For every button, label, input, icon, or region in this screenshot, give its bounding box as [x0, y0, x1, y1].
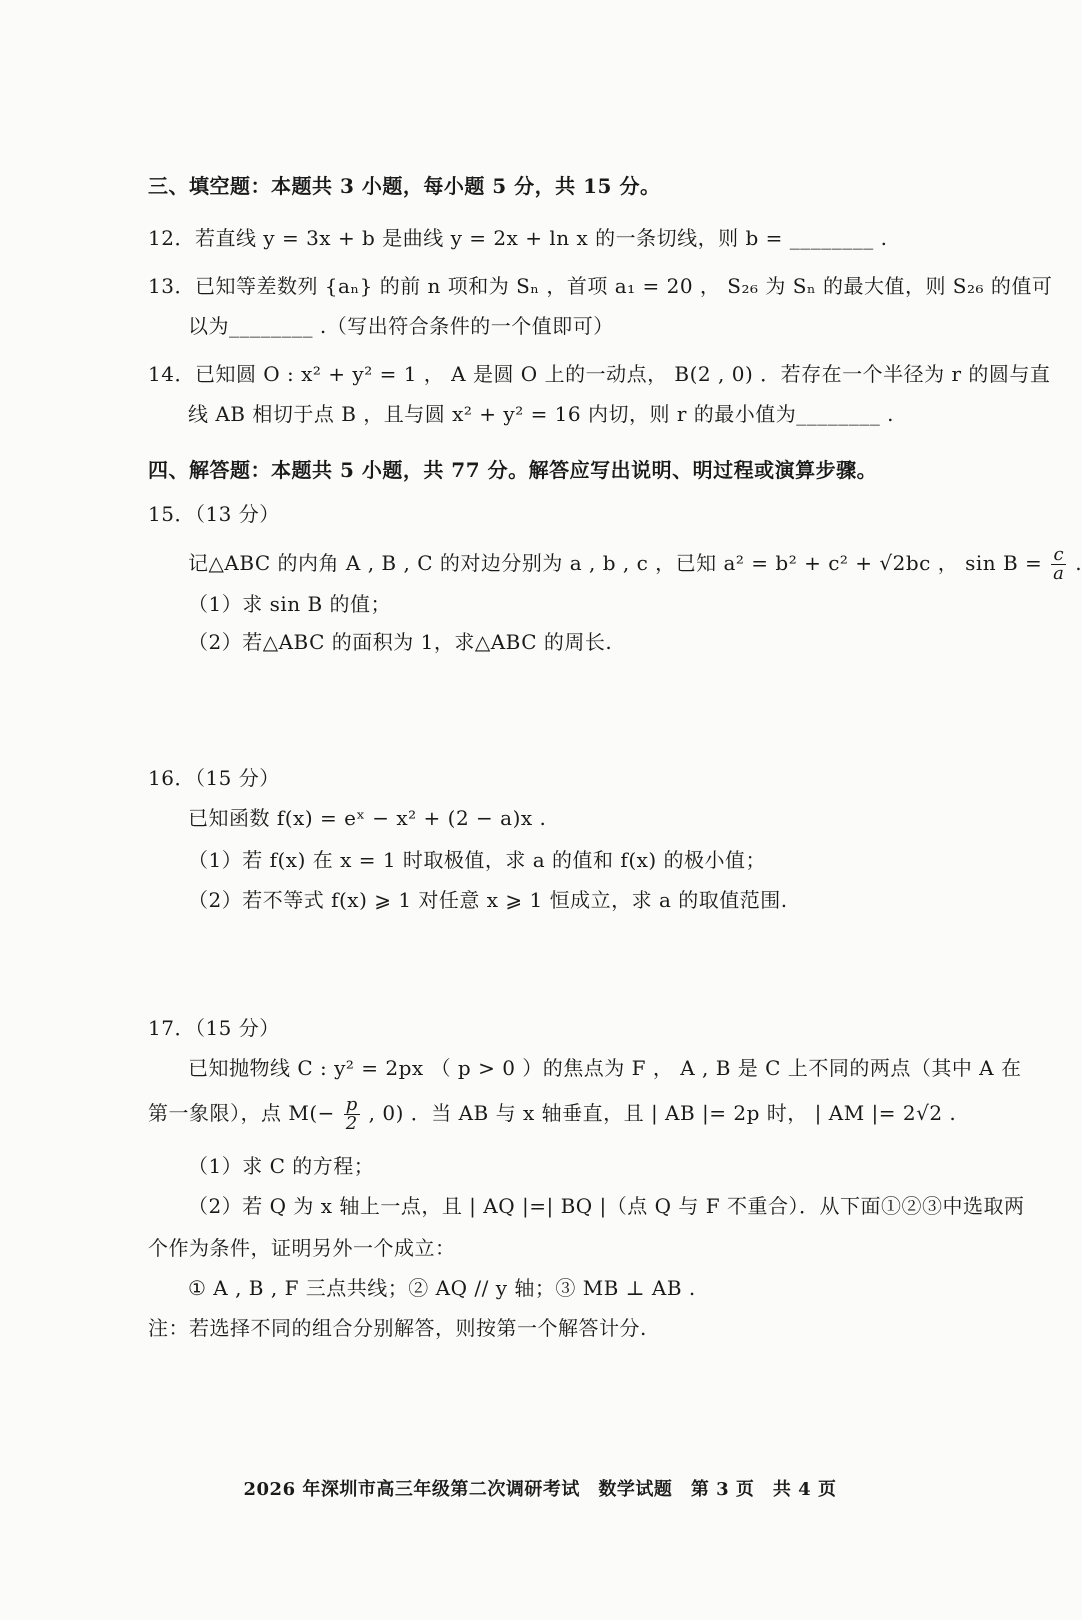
fraction-p-over-2 [344, 1096, 360, 1133]
question-15-stem-text: 记△ABC 的内角 A , B , C 的对边分别为 a , b , c ，已知 a² = b² + c² + √2bc ， sin B = [188, 551, 1043, 575]
question-13-line-2: 以为________ .（写出符合条件的一个值即可） [188, 314, 614, 338]
question-16-part-2: （2）若不等式 f(x) ⩾ 1 对任意 x ⩾ 1 恒成立，求 a 的取值范围. [188, 888, 788, 912]
fraction-numerator: p [345, 1094, 358, 1115]
question-12: 12．若直线 y = 3x + b 是曲线 y = 2x + ln x 的一条切线，则 b = ________ . [148, 226, 888, 250]
question-17-part-2-line-1: （2）若 Q 为 x 轴上一点，且 | AQ |=| BQ |（点 Q 与 F 不重合）．从下面①②③中选取两 [188, 1194, 1025, 1218]
question-17-part-2-line-2: 个作为条件，证明另外一个成立： [148, 1236, 456, 1260]
question-15-header: 15．（13 分） [148, 502, 280, 526]
question-15-stem-end: . [1075, 551, 1082, 575]
question-17-note: 注：若选择不同的组合分别解答，则按第一个解答计分. [148, 1316, 647, 1340]
question-16-part-1: （1）若 f(x) 在 x = 1 时取极值，求 a 的值和 f(x) 的极小值； [188, 848, 767, 872]
question-17-stem-line-2-end: , 0) ．当 AB 与 x 轴垂直，且 | AB |= 2p 时， | AM |= 2√2 . [368, 1101, 957, 1125]
question-16-header: 16．（15 分） [148, 766, 280, 790]
question-13-line-1: 13．已知等差数列 {aₙ} 的前 n 项和为 Sₙ ，首项 a₁ = 20 ， S₂₆ 为 Sₙ 的最大值，则 S₂₆ 的值可 [148, 274, 1053, 298]
question-15-part-2: （2）若△ABC 的面积为 1，求△ABC 的周长. [188, 630, 613, 654]
question-14-line-2: 线 AB 相切于点 B ，且与圆 x² + y² = 16 内切，则 r 的最小值为________ . [188, 402, 894, 426]
fraction-c-over-a [1051, 546, 1066, 583]
question-16-stem: 已知函数 f(x) = eˣ − x² + (2 − a)x . [188, 806, 547, 830]
question-14-line-1: 14．已知圆 O : x² + y² = 1 ， A 是圆 O 上的一动点， B(2 , 0) ．若存在一个半径为 r 的圆与直 [148, 362, 1051, 386]
question-17-stem-line-2-start: 第一象限），点 M(− [148, 1101, 335, 1125]
section-3-heading: 三、填空题：本题共 3 小题，每小题 5 分，共 15 分。 [148, 174, 661, 198]
fraction-numerator: c [1051, 546, 1066, 565]
question-17-stem-line-2 [148, 1096, 956, 1133]
question-15-stem [188, 546, 1082, 583]
question-17-stem-line-1: 已知抛物线 C : y² = 2px （ p > 0 ）的焦点为 F ， A , B 是 C 上不同的两点（其中 A 在 [188, 1056, 1022, 1080]
section-4-heading: 四、解答题：本题共 5 小题，共 77 分。解答应写出说明、明过程或演算步骤。 [148, 458, 878, 482]
page-footer: 2026 年深圳市高三年级第二次调研考试 数学试题 第 3 页 共 4 页 [243, 1479, 837, 1500]
question-17-part-1: （1）求 C 的方程； [188, 1154, 375, 1178]
fraction-denominator: a [1053, 563, 1065, 584]
question-15-part-1: （1）求 sin B 的值； [188, 592, 392, 616]
fraction-denominator: 2 [345, 1113, 358, 1134]
question-17-options: ① A , B , F 三点共线；② AQ // y 轴；③ MB ⊥ AB . [188, 1276, 696, 1300]
question-17-header: 17．（15 分） [148, 1016, 280, 1040]
